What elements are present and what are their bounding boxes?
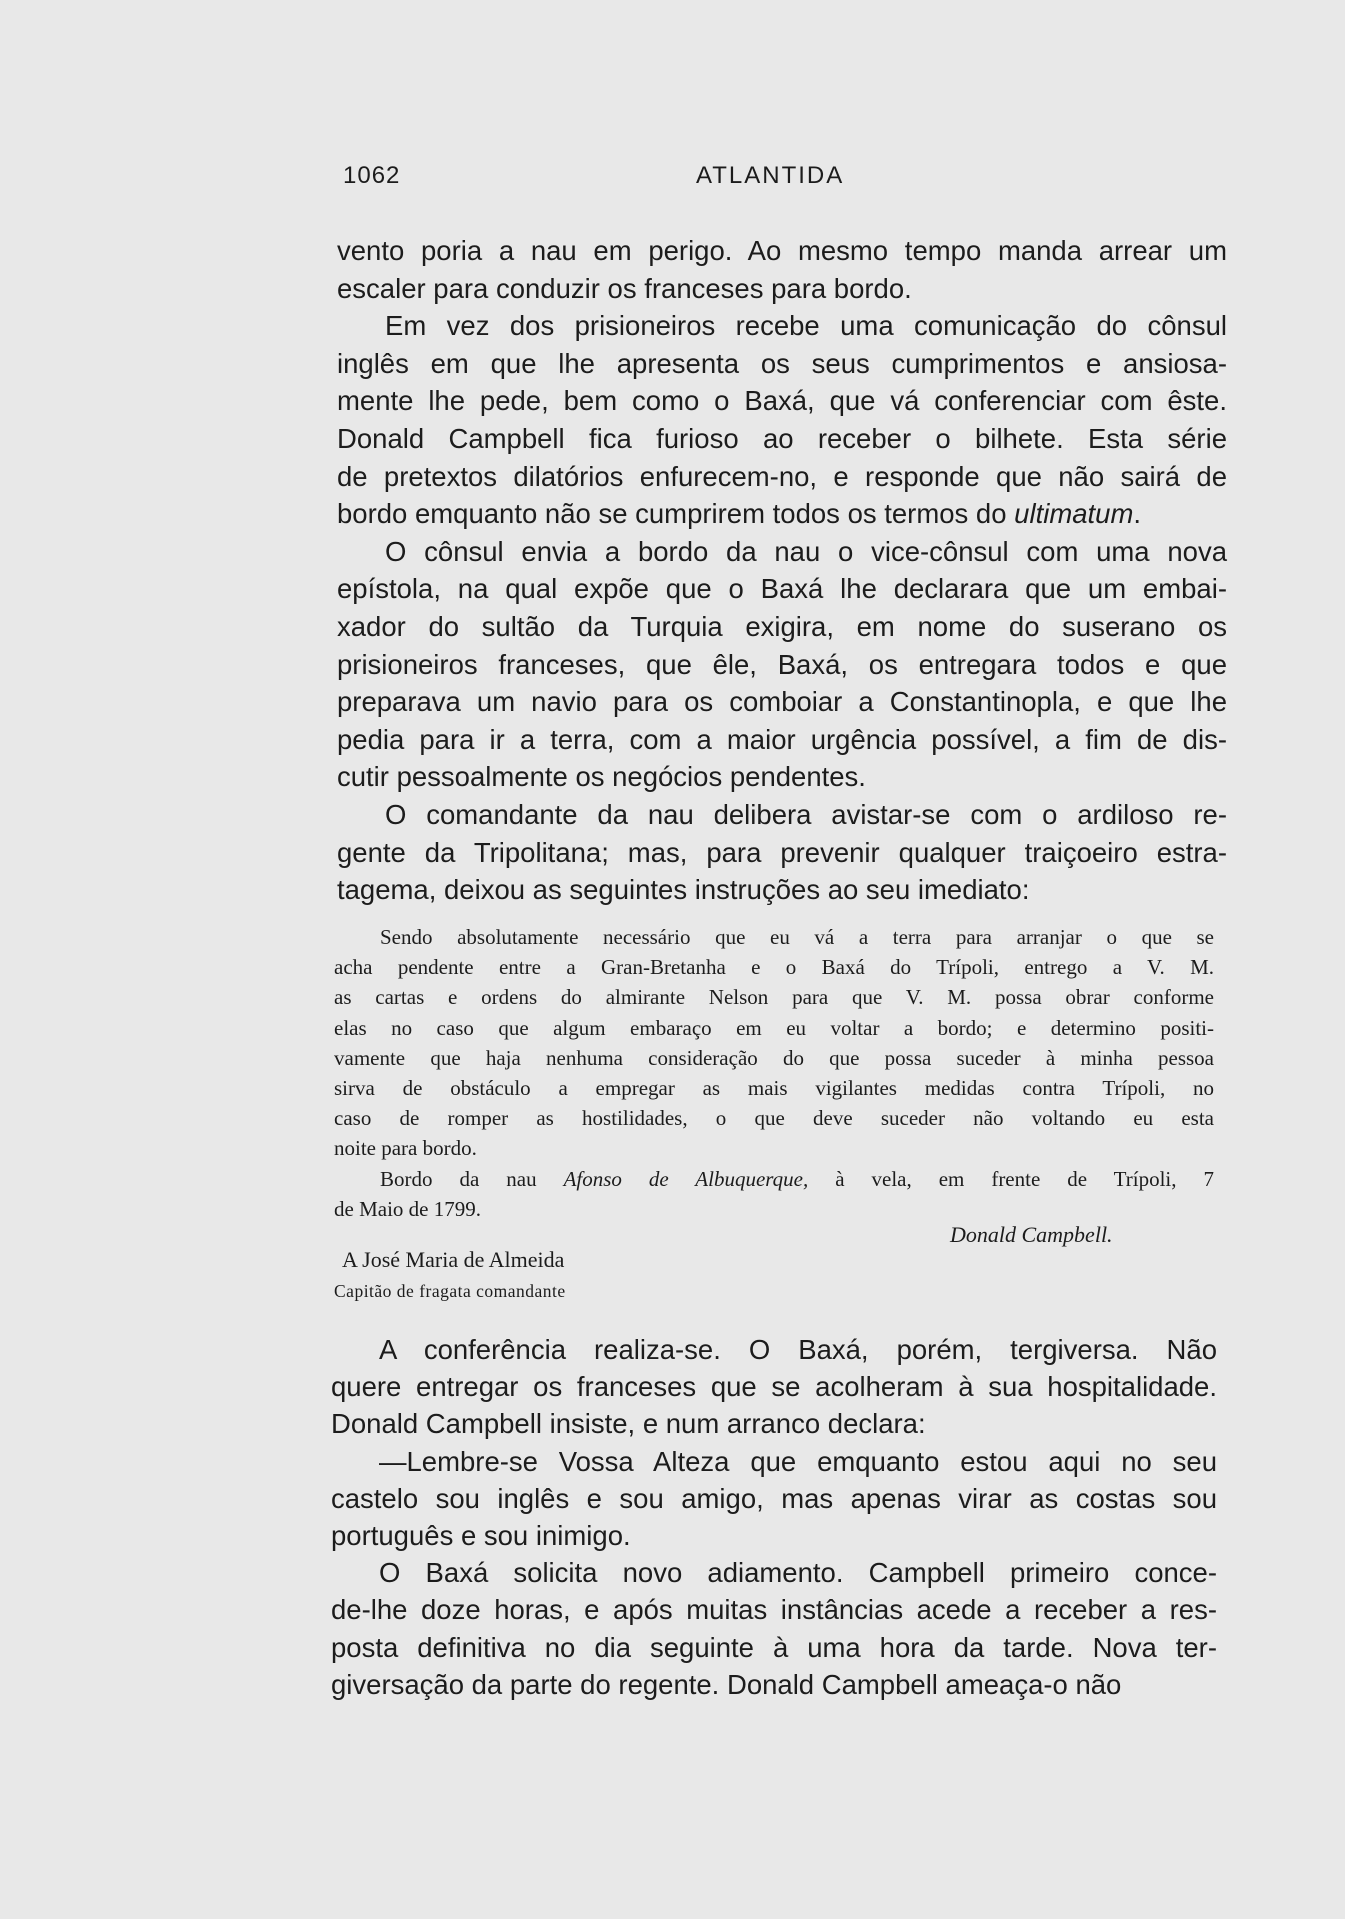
text-line (337, 232, 1227, 270)
paragraph (331, 1554, 1217, 1703)
line-text: vamente que haja nenhuma consideração do que possa suceder à minha pessoa (334, 1045, 1214, 1070)
paragraph (334, 922, 1214, 1164)
line-text: xador do sultão da Turquia exigira, em nome do suserano os (337, 610, 1227, 642)
text-line (334, 1164, 1214, 1194)
text-line (331, 1443, 1217, 1480)
text-line (337, 683, 1227, 721)
line-text: epístola, na qual expõe que o Baxá lhe declarara que um embai- (337, 573, 1227, 605)
line-text: noite para bordo. (334, 1136, 477, 1161)
text-line (331, 1405, 1217, 1442)
line-text: caso de romper as hostilidades, o que deve suceder não voltando eu esta (334, 1106, 1214, 1131)
line-text: giversação da parte do regente. Donald Campbell ameaça-o não (331, 1668, 1122, 1700)
line-text: acha pendente entre a Gran-Bretanha e o Baxá do Trípoli, entrego a V. M. (334, 955, 1214, 980)
line-text: preparava um navio para os comboiar a Constantinopla, e que lhe (337, 686, 1227, 718)
running-title: ATLANTIDA (696, 162, 845, 189)
line-text: O cônsul envia a bordo da nau o vice-cônsul com uma nova (385, 535, 1227, 567)
text-line (337, 834, 1227, 872)
text-line (337, 721, 1227, 759)
line-text: O Baxá solicita novo adiamento. Campbell primeiro conce- (379, 1557, 1217, 1589)
line-text: vento poria a nau em perigo. Ao mesmo tempo manda arrear um (337, 235, 1227, 266)
text-line (334, 1013, 1214, 1043)
quoted-letter (334, 922, 1214, 1224)
text-line (331, 1554, 1217, 1591)
line-text: inglês em que lhe apresenta os seus cumprimentos e ansiosa- (337, 347, 1227, 379)
text-line (337, 646, 1227, 684)
line-text: —Lembre-se Vossa Alteza que emquanto estou aqui no seu (379, 1445, 1217, 1477)
line-text: quere entregar os franceses que se acolheram à sua hospitalidade. (331, 1371, 1217, 1403)
line-text: as cartas e ordens do almirante Nelson para que V. M. possa obrar conforme (334, 985, 1214, 1010)
text-line (331, 1591, 1217, 1628)
letter-signature: Donald Campbell. (950, 1222, 1113, 1247)
line-text: Donald Campbell insiste, e num arranco declara: (331, 1408, 926, 1440)
line-text: escaler para conduzir os franceses para bordo. (337, 272, 912, 304)
text-line (337, 570, 1227, 608)
text-line (331, 1517, 1217, 1554)
text-line (337, 533, 1227, 571)
text-line (334, 922, 1214, 952)
text-line (334, 1194, 1214, 1224)
line-text: prisioneiros franceses, que êle, Baxá, os entregara todos e que (337, 648, 1227, 680)
line-text: de pretextos dilatórios enfurecem-no, e responde que não sairá de (337, 460, 1227, 492)
text-line (337, 758, 1227, 796)
text-line (331, 1331, 1217, 1368)
line-text: posta definitiva no dia seguinte à uma hora da tarde. Nova ter- (331, 1631, 1217, 1663)
body-text-bottom (331, 1331, 1217, 1703)
line-text: Sendo absolutamente necessário que eu vá a terra para arranjar o que se (380, 925, 1214, 949)
line-text: tagema, deixou as seguintes instruções ao seu imediato: (337, 874, 1030, 906)
text-line (337, 307, 1227, 345)
line-text-after: . (1133, 498, 1142, 530)
paragraph (337, 232, 1227, 307)
text-line (337, 270, 1227, 308)
text-line (337, 420, 1227, 458)
text-line (331, 1480, 1217, 1517)
text-line (337, 796, 1227, 834)
line-text: Donald Campbell fica furioso ao receber o bilhete. Esta série (337, 422, 1227, 454)
letter-addressee-title: Capitão de fragata comandante (334, 1281, 566, 1301)
line-text: elas no caso que algum embaraço em eu voltar a bordo; e determino positi- (334, 1015, 1214, 1040)
line-text: O comandante da nau delibera avistar-se com o ardiloso re- (385, 798, 1227, 830)
text-line (334, 1103, 1214, 1133)
text-line (337, 495, 1227, 533)
text-line (331, 1666, 1217, 1703)
text-line (337, 382, 1227, 420)
line-text: de Maio de 1799. (334, 1196, 481, 1221)
emphasis: ultimatum (1014, 498, 1134, 530)
emphasis: Afonso de Albuquerque, (563, 1166, 809, 1191)
line-text: pedia para ir a terra, com a maior urgência possível, a fim de dis- (337, 723, 1227, 755)
paragraph (334, 1164, 1214, 1224)
line-text: castelo sou inglês e sou amigo, mas apenas virar as costas sou (331, 1482, 1217, 1514)
text-line (334, 952, 1214, 982)
text-line (334, 1043, 1214, 1073)
text-line (334, 1133, 1214, 1163)
text-line (337, 458, 1227, 496)
text-line (337, 608, 1227, 646)
text-line (331, 1629, 1217, 1666)
letter-addressee: A José Maria de Almeida (342, 1247, 565, 1272)
line-text: gente da Tripolitana; mas, para prevenir qualquer traiçoeiro estra- (337, 836, 1227, 868)
line-text: mente lhe pede, bem como o Baxá, que vá conferenciar com êste. (337, 385, 1227, 417)
page-number: 1062 (343, 162, 401, 189)
line-text: Bordo da nau (380, 1166, 564, 1191)
text-line (337, 871, 1227, 909)
line-text: de-lhe doze horas, e após muitas instâncias acede a receber a res- (331, 1594, 1217, 1626)
line-text: cutir pessoalmente os negócios pendentes. (337, 761, 866, 793)
line-text-after: à vela, em frente de Trípoli, 7 (808, 1166, 1214, 1191)
line-text: bordo emquanto não se cumprirem todos os termos do (337, 498, 1015, 530)
line-text: português e sou inimigo. (331, 1520, 631, 1552)
text-line (337, 345, 1227, 383)
line-text: sirva de obstáculo a empregar as mais vigilantes medidas contra Trípoli, no (334, 1076, 1214, 1101)
text-line (334, 982, 1214, 1012)
paragraph (331, 1331, 1217, 1443)
paragraph (337, 307, 1227, 533)
text-line (334, 1073, 1214, 1103)
text-line (331, 1368, 1217, 1405)
paragraph (337, 533, 1227, 796)
paragraph (337, 796, 1227, 909)
line-text: Em vez dos prisioneiros recebe uma comunicação do cônsul (385, 310, 1227, 342)
body-text-top (337, 232, 1227, 909)
line-text: A conferência realiza-se. O Baxá, porém, tergiversa. Não (379, 1334, 1217, 1365)
paragraph (331, 1443, 1217, 1555)
